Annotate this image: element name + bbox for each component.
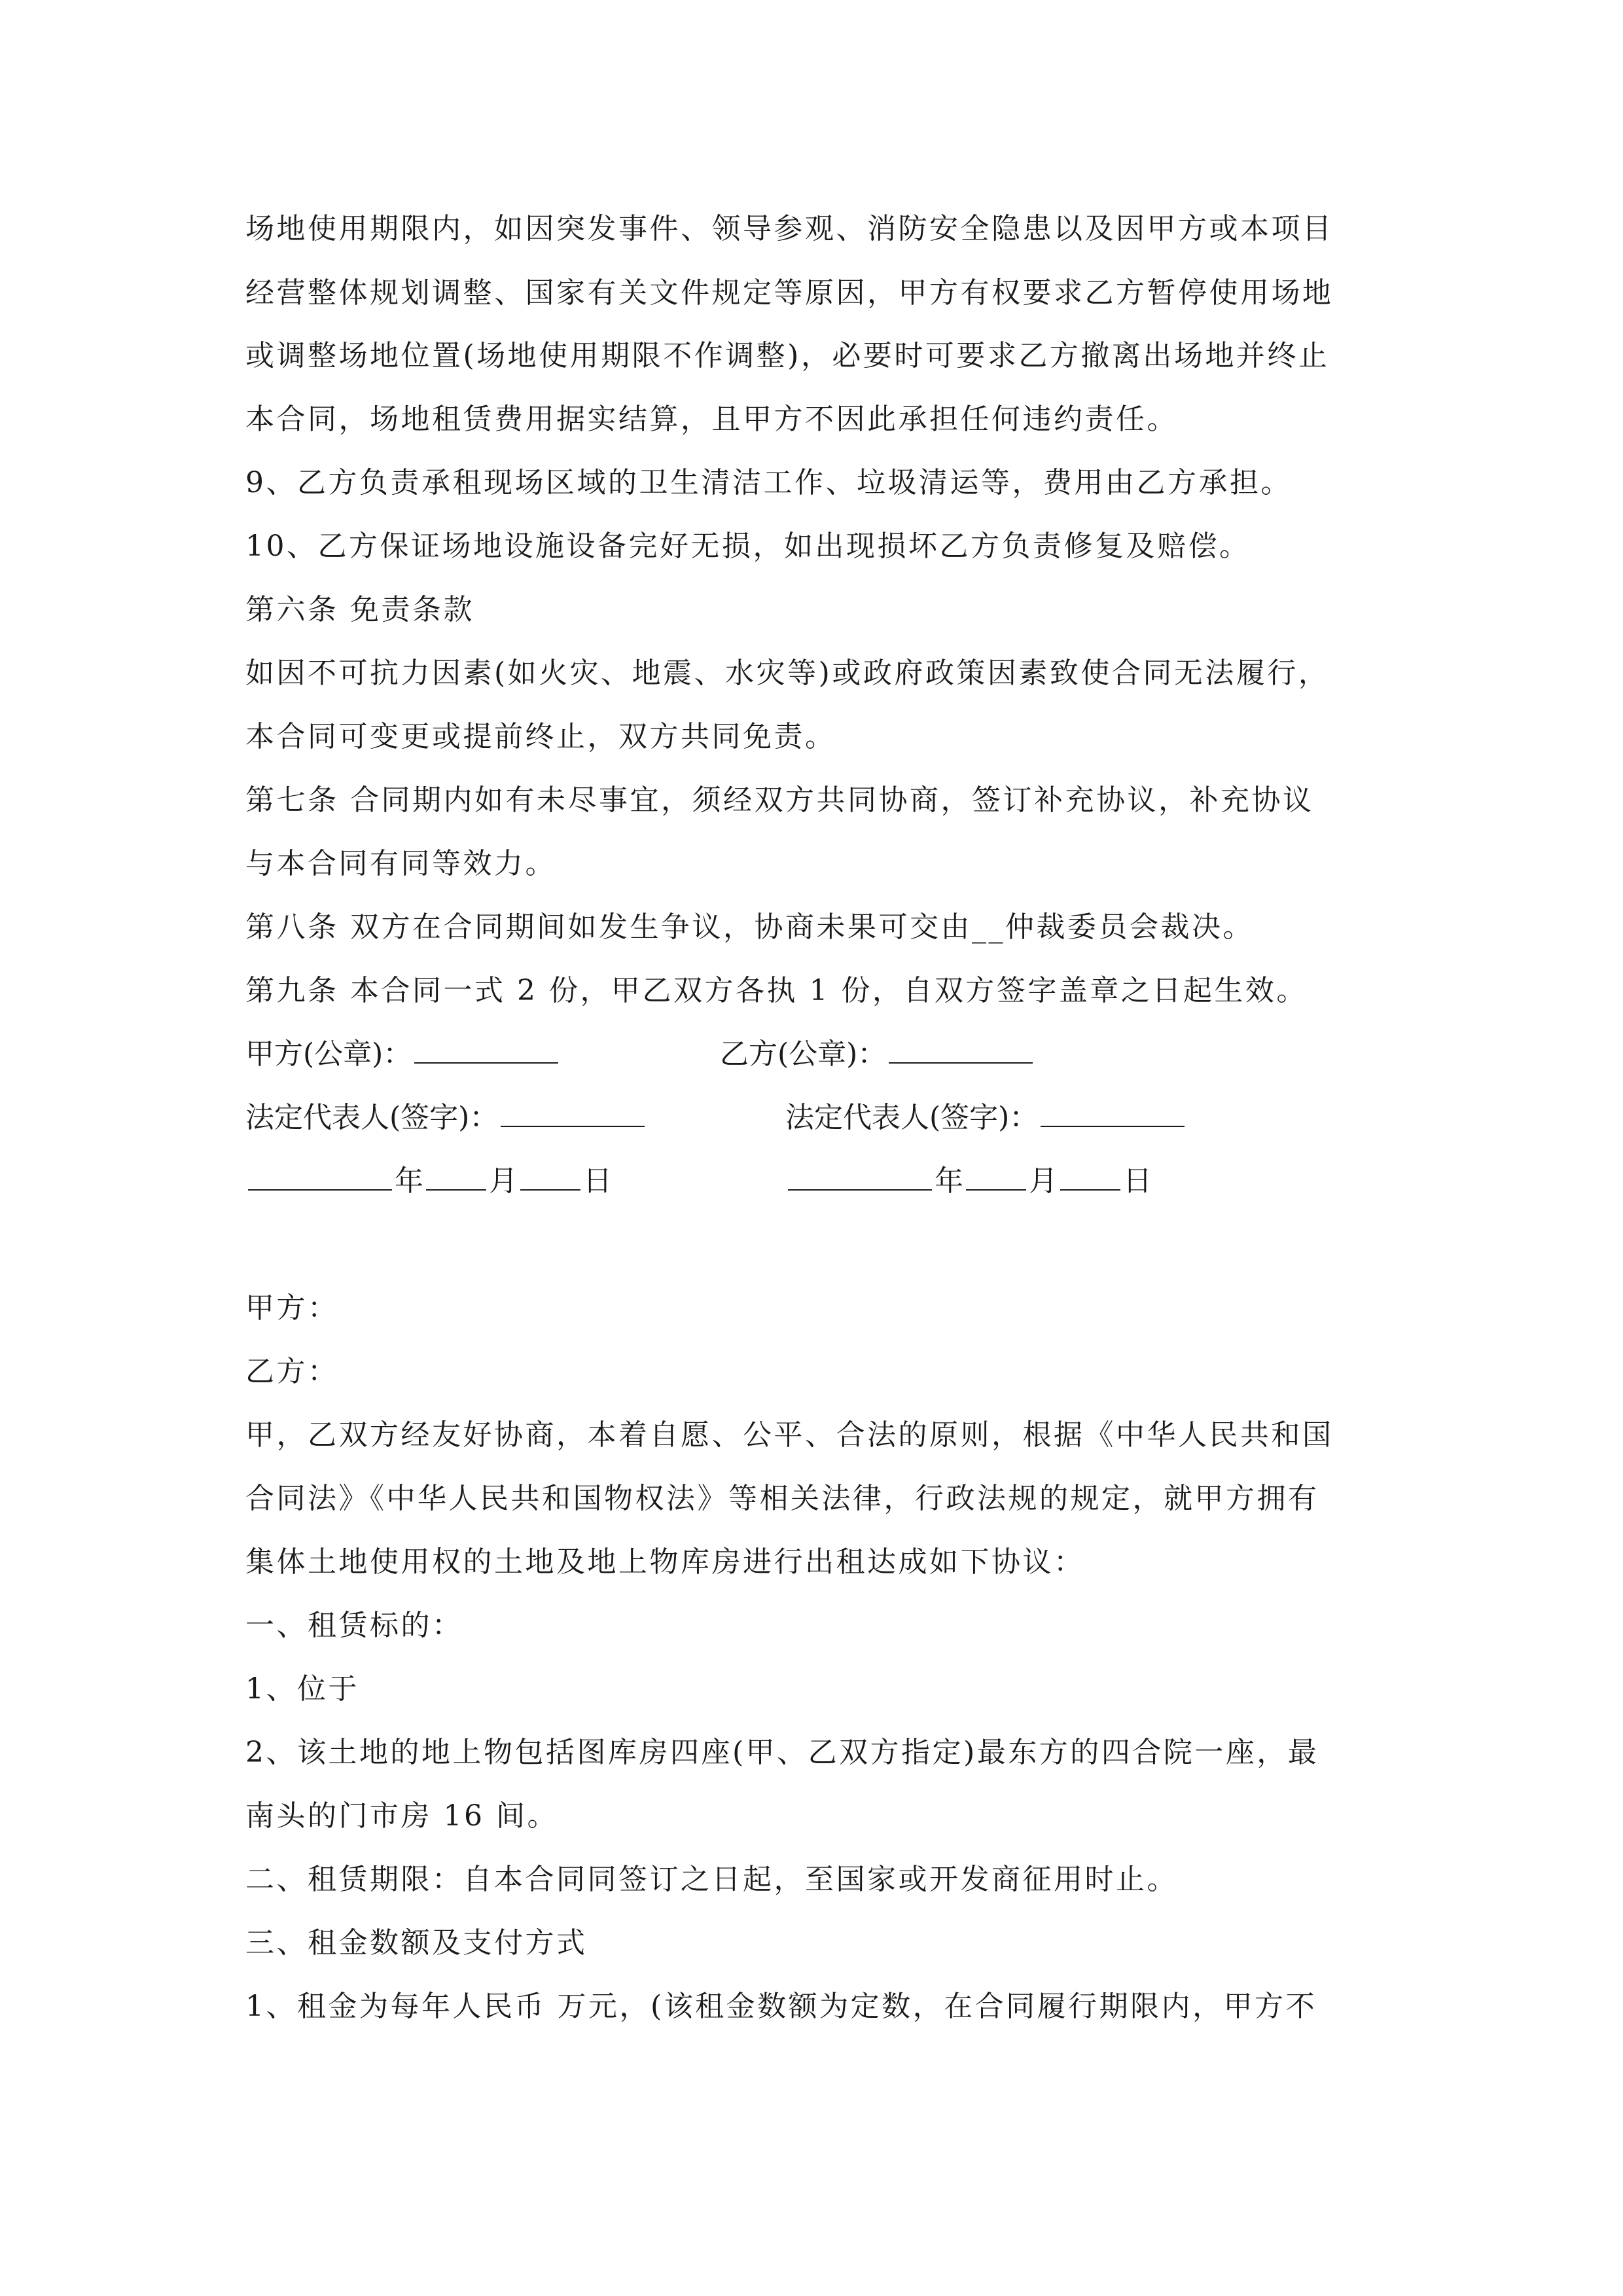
date-b-month-blank	[966, 1163, 1026, 1191]
text-line: 集体土地使用权的土地及地上物库房进行出租达成如下协议：	[245, 1545, 1085, 1579]
party-a-seal-label: 甲方(公章)：	[245, 1037, 412, 1071]
text-line: 10、乙方保证场地设施设备完好无损，如出现损坏乙方负责修复及赔偿。	[245, 529, 1251, 563]
party-b-seal-blank	[889, 1036, 1033, 1064]
text-line: 第九条 本合同一式 2 份，甲乙双方各执 1 份，自双方签字盖章之日起生效。	[245, 974, 1308, 1007]
date-b-day-blank	[1060, 1163, 1120, 1191]
party-a-seal-blank	[414, 1036, 558, 1064]
party-b-seal-label: 乙方(公章)：	[720, 1037, 887, 1071]
text-line: 与本合同有同等效力。	[245, 847, 556, 880]
rep-a-label: 法定代表人(签字)：	[245, 1101, 499, 1134]
section-heading: 三、租金数额及支付方式	[245, 1926, 588, 1960]
text-line: 经营整体规划调整、国家有关文件规定等原因，甲方有权要求乙方暂停使用场地	[245, 276, 1334, 310]
text-line: 1、位于	[245, 1672, 359, 1706]
text-line: 第八条 双方在合同期间如发生争议，协商未果可交由__仲裁委员会裁决。	[245, 910, 1254, 944]
date-a-day-blank	[520, 1163, 580, 1191]
date-a-month: 月	[489, 1164, 518, 1198]
party-b-seal-line	[720, 1035, 1035, 1074]
rep-b-label: 法定代表人(签字)：	[785, 1101, 1039, 1134]
section-heading: 二、租赁期限：自本合同同签订之日起，至国家或开发商征用时止。	[245, 1863, 1178, 1896]
date-b-year: 年	[935, 1164, 963, 1198]
date-a-line	[245, 1162, 612, 1201]
rep-b-blank	[1041, 1100, 1185, 1127]
text-line: 或调整场地位置(场地使用期限不作调整)，必要时可要求乙方撤离出场地并终止	[245, 339, 1330, 372]
date-a-month-blank	[426, 1163, 486, 1191]
date-a-day: 日	[583, 1164, 612, 1198]
date-a-year: 年	[395, 1164, 423, 1198]
text-line: 1、租金为每年人民币 万元，(该租金数额为定数，在合同履行期限内，甲方不	[245, 1990, 1317, 2023]
party-a-label: 甲方：	[245, 1291, 339, 1325]
text-line: 南头的门市房 16 间。	[245, 1799, 558, 1833]
date-a-year-blank	[248, 1163, 392, 1191]
date-b-month: 月	[1029, 1164, 1058, 1198]
text-line: 本合同，场地租赁费用据实结算，且甲方不因此承担任何违约责任。	[245, 403, 1178, 436]
text-line: 2、该土地的地上物包括图库房四座(甲、乙双方指定)最东方的四合院一座，最	[245, 1736, 1319, 1769]
text-line: 第七条 合同期内如有未尽事宜，须经双方共同协商，签订补充协议，补充协议	[245, 783, 1314, 817]
rep-a-line	[245, 1098, 647, 1138]
party-a-seal-line	[245, 1035, 561, 1074]
text-line: 场地使用期限内，如因突发事件、领导参观、消防安全隐患以及因甲方或本项目	[245, 212, 1334, 245]
rep-b-line	[785, 1098, 1187, 1138]
party-b-label: 乙方：	[245, 1355, 339, 1388]
section-heading: 第六条 免责条款	[245, 593, 474, 626]
section-heading: 一、租赁标的：	[245, 1609, 463, 1642]
date-b-line	[785, 1162, 1152, 1201]
text-line: 9、乙方负责承租现场区域的卫生清洁工作、垃圾清运等，费用由乙方承担。	[245, 466, 1292, 499]
text-line: 如因不可抗力因素(如火灾、地震、水灾等)或政府政策因素致使合同无法履行，	[245, 656, 1330, 690]
date-b-day: 日	[1123, 1164, 1152, 1198]
text-line: 甲，乙双方经友好协商，本着自愿、公平、合法的原则，根据《中华人民共和国	[245, 1418, 1334, 1452]
date-b-year-blank	[788, 1163, 932, 1191]
rep-a-blank	[501, 1100, 645, 1127]
text-line: 本合同可变更或提前终止，双方共同免责。	[245, 720, 836, 753]
text-line: 合同法》《中华人民共和国物权法》等相关法律，行政法规的规定，就甲方拥有	[245, 1482, 1319, 1515]
